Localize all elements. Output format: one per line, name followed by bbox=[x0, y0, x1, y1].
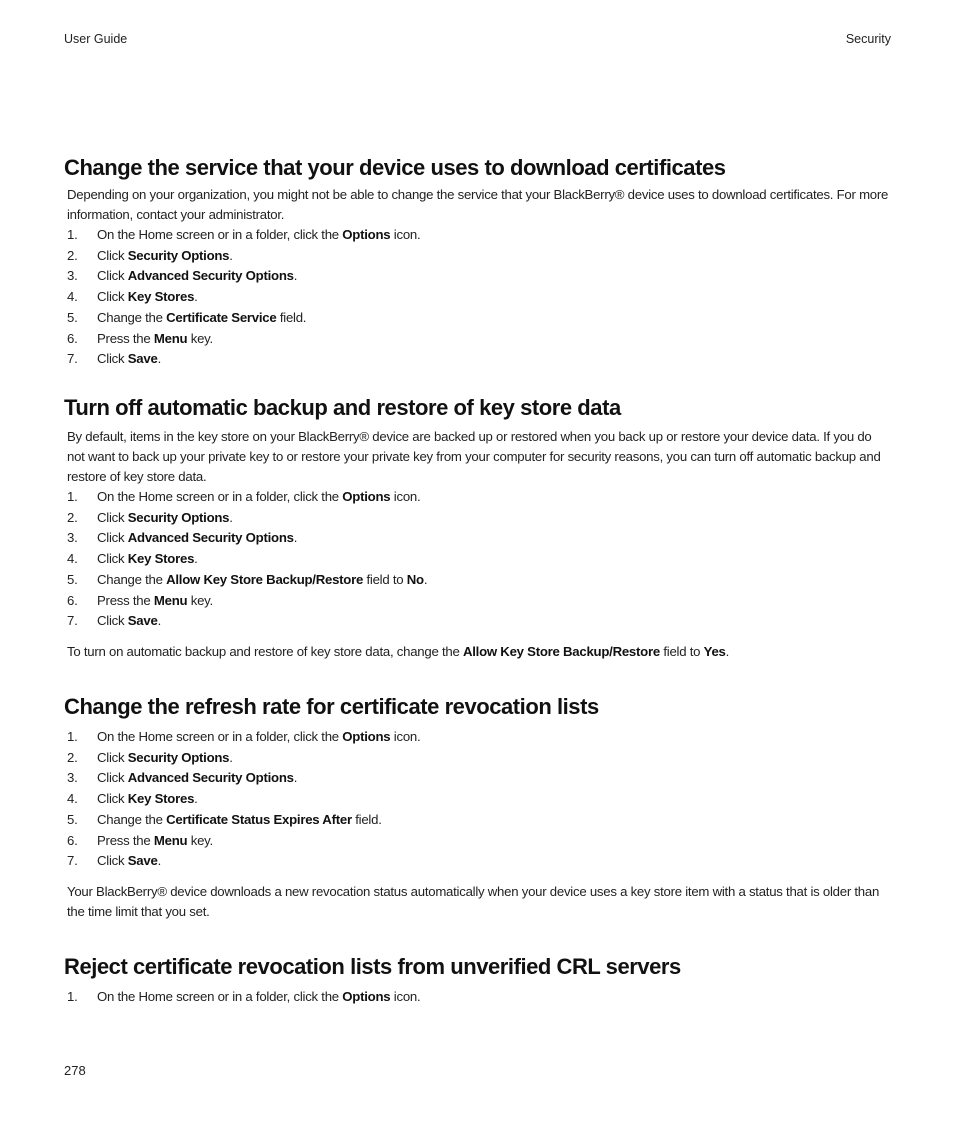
step-item: 7. Click Save. bbox=[67, 611, 892, 632]
section-heading: Turn off automatic backup and restore of key store data bbox=[64, 395, 621, 420]
step-item: 1. On the Home screen or in a folder, click the Options icon. bbox=[67, 225, 892, 246]
step-item: 6. Press the Menu key. bbox=[67, 831, 892, 852]
header-doc-title: User Guide bbox=[64, 32, 128, 46]
step-number: 1. bbox=[67, 227, 78, 242]
step-item: 4. Click Key Stores. bbox=[67, 287, 892, 308]
step-number: 1. bbox=[67, 489, 78, 504]
section-key-store-backup bbox=[64, 394, 892, 662]
page-number: 278 bbox=[64, 1063, 86, 1078]
step-item: 7. Click Save. bbox=[67, 851, 892, 872]
steps-list bbox=[64, 727, 892, 872]
step-item: 4. Click Key Stores. bbox=[67, 549, 892, 570]
step-number: 6. bbox=[67, 832, 78, 848]
section-heading: Change the refresh rate for certificate revocation lists bbox=[64, 694, 599, 719]
steps-list bbox=[64, 487, 892, 632]
step-item: 6. Press the Menu key. bbox=[67, 591, 892, 612]
step-number: 2. bbox=[67, 509, 78, 525]
step-number: 3. bbox=[67, 530, 78, 546]
step-item: 6. Press the Menu key. bbox=[67, 329, 892, 350]
step-item: 1. On the Home screen or in a folder, click the Options icon. bbox=[67, 987, 892, 1008]
step-number: 4. bbox=[67, 289, 78, 305]
steps-list bbox=[64, 987, 892, 1008]
section-note: To turn on automatic backup and restore of key store data, change the Allow Key Store Backup/Restore field to Yes. bbox=[67, 643, 730, 659]
step-number: 4. bbox=[67, 791, 78, 807]
section-reject-unverified-crl bbox=[64, 953, 892, 1008]
step-number: 5. bbox=[67, 309, 78, 325]
step-item: 7. Click Save. bbox=[67, 349, 892, 370]
step-number: 7. bbox=[67, 853, 78, 869]
step-number: 3. bbox=[67, 770, 78, 786]
step-number: 7. bbox=[67, 613, 78, 629]
step-number: 1. bbox=[67, 729, 78, 744]
step-item: 2. Click Security Options. bbox=[67, 246, 892, 267]
header-chapter: Security bbox=[845, 32, 891, 46]
section-intro: By default, items in the key store on your BlackBerry® device are backed up or restored when you back up or restore your device data. If you do not want to back up your private key to or restore your private key from your computer for security reasons, you can turn off automatic backup and restore of key store data. bbox=[67, 429, 881, 484]
section-download-certificates-service bbox=[64, 154, 892, 370]
step-number: 2. bbox=[67, 247, 78, 263]
step-item: 3. Click Advanced Security Options. bbox=[67, 528, 892, 549]
step-number: 3. bbox=[67, 268, 78, 284]
section-heading: Reject certificate revocation lists from unverified CRL servers bbox=[64, 954, 681, 979]
section-note: Your BlackBerry® device downloads a new revocation status automatically when your device uses a key store item with a status that is older than the time limit that you set. bbox=[67, 883, 880, 919]
section-intro: Depending on your organization, you might not be able to change the service that your BlackBerry® device uses to download certificates. For more information, contact your administrator. bbox=[67, 187, 889, 222]
step-number: 4. bbox=[67, 551, 78, 567]
step-item: 2. Click Security Options. bbox=[67, 748, 892, 769]
step-item: 2. Click Security Options. bbox=[67, 508, 892, 529]
step-number: 6. bbox=[67, 592, 78, 608]
steps-list bbox=[64, 225, 892, 370]
step-item: 1. On the Home screen or in a folder, click the Options icon. bbox=[67, 487, 892, 508]
section-revocation-refresh-rate bbox=[64, 693, 892, 922]
step-item: 1. On the Home screen or in a folder, click the Options icon. bbox=[67, 727, 892, 748]
step-item: 5. Change the Certificate Status Expires After field. bbox=[67, 810, 892, 831]
step-number: 1. bbox=[67, 989, 78, 1004]
step-number: 6. bbox=[67, 330, 78, 346]
step-item: 4. Click Key Stores. bbox=[67, 789, 892, 810]
step-number: 5. bbox=[67, 811, 78, 827]
step-number: 5. bbox=[67, 571, 78, 587]
step-number: 2. bbox=[67, 749, 78, 765]
step-item: 5. Change the Allow Key Store Backup/Restore field to No. bbox=[67, 570, 892, 591]
step-number: 7. bbox=[67, 351, 78, 367]
step-item: 3. Click Advanced Security Options. bbox=[67, 768, 892, 789]
step-item: 3. Click Advanced Security Options. bbox=[67, 266, 892, 287]
step-item: 5. Change the Certificate Service field. bbox=[67, 308, 892, 329]
section-heading: Change the service that your device uses to download certificates bbox=[64, 155, 726, 180]
